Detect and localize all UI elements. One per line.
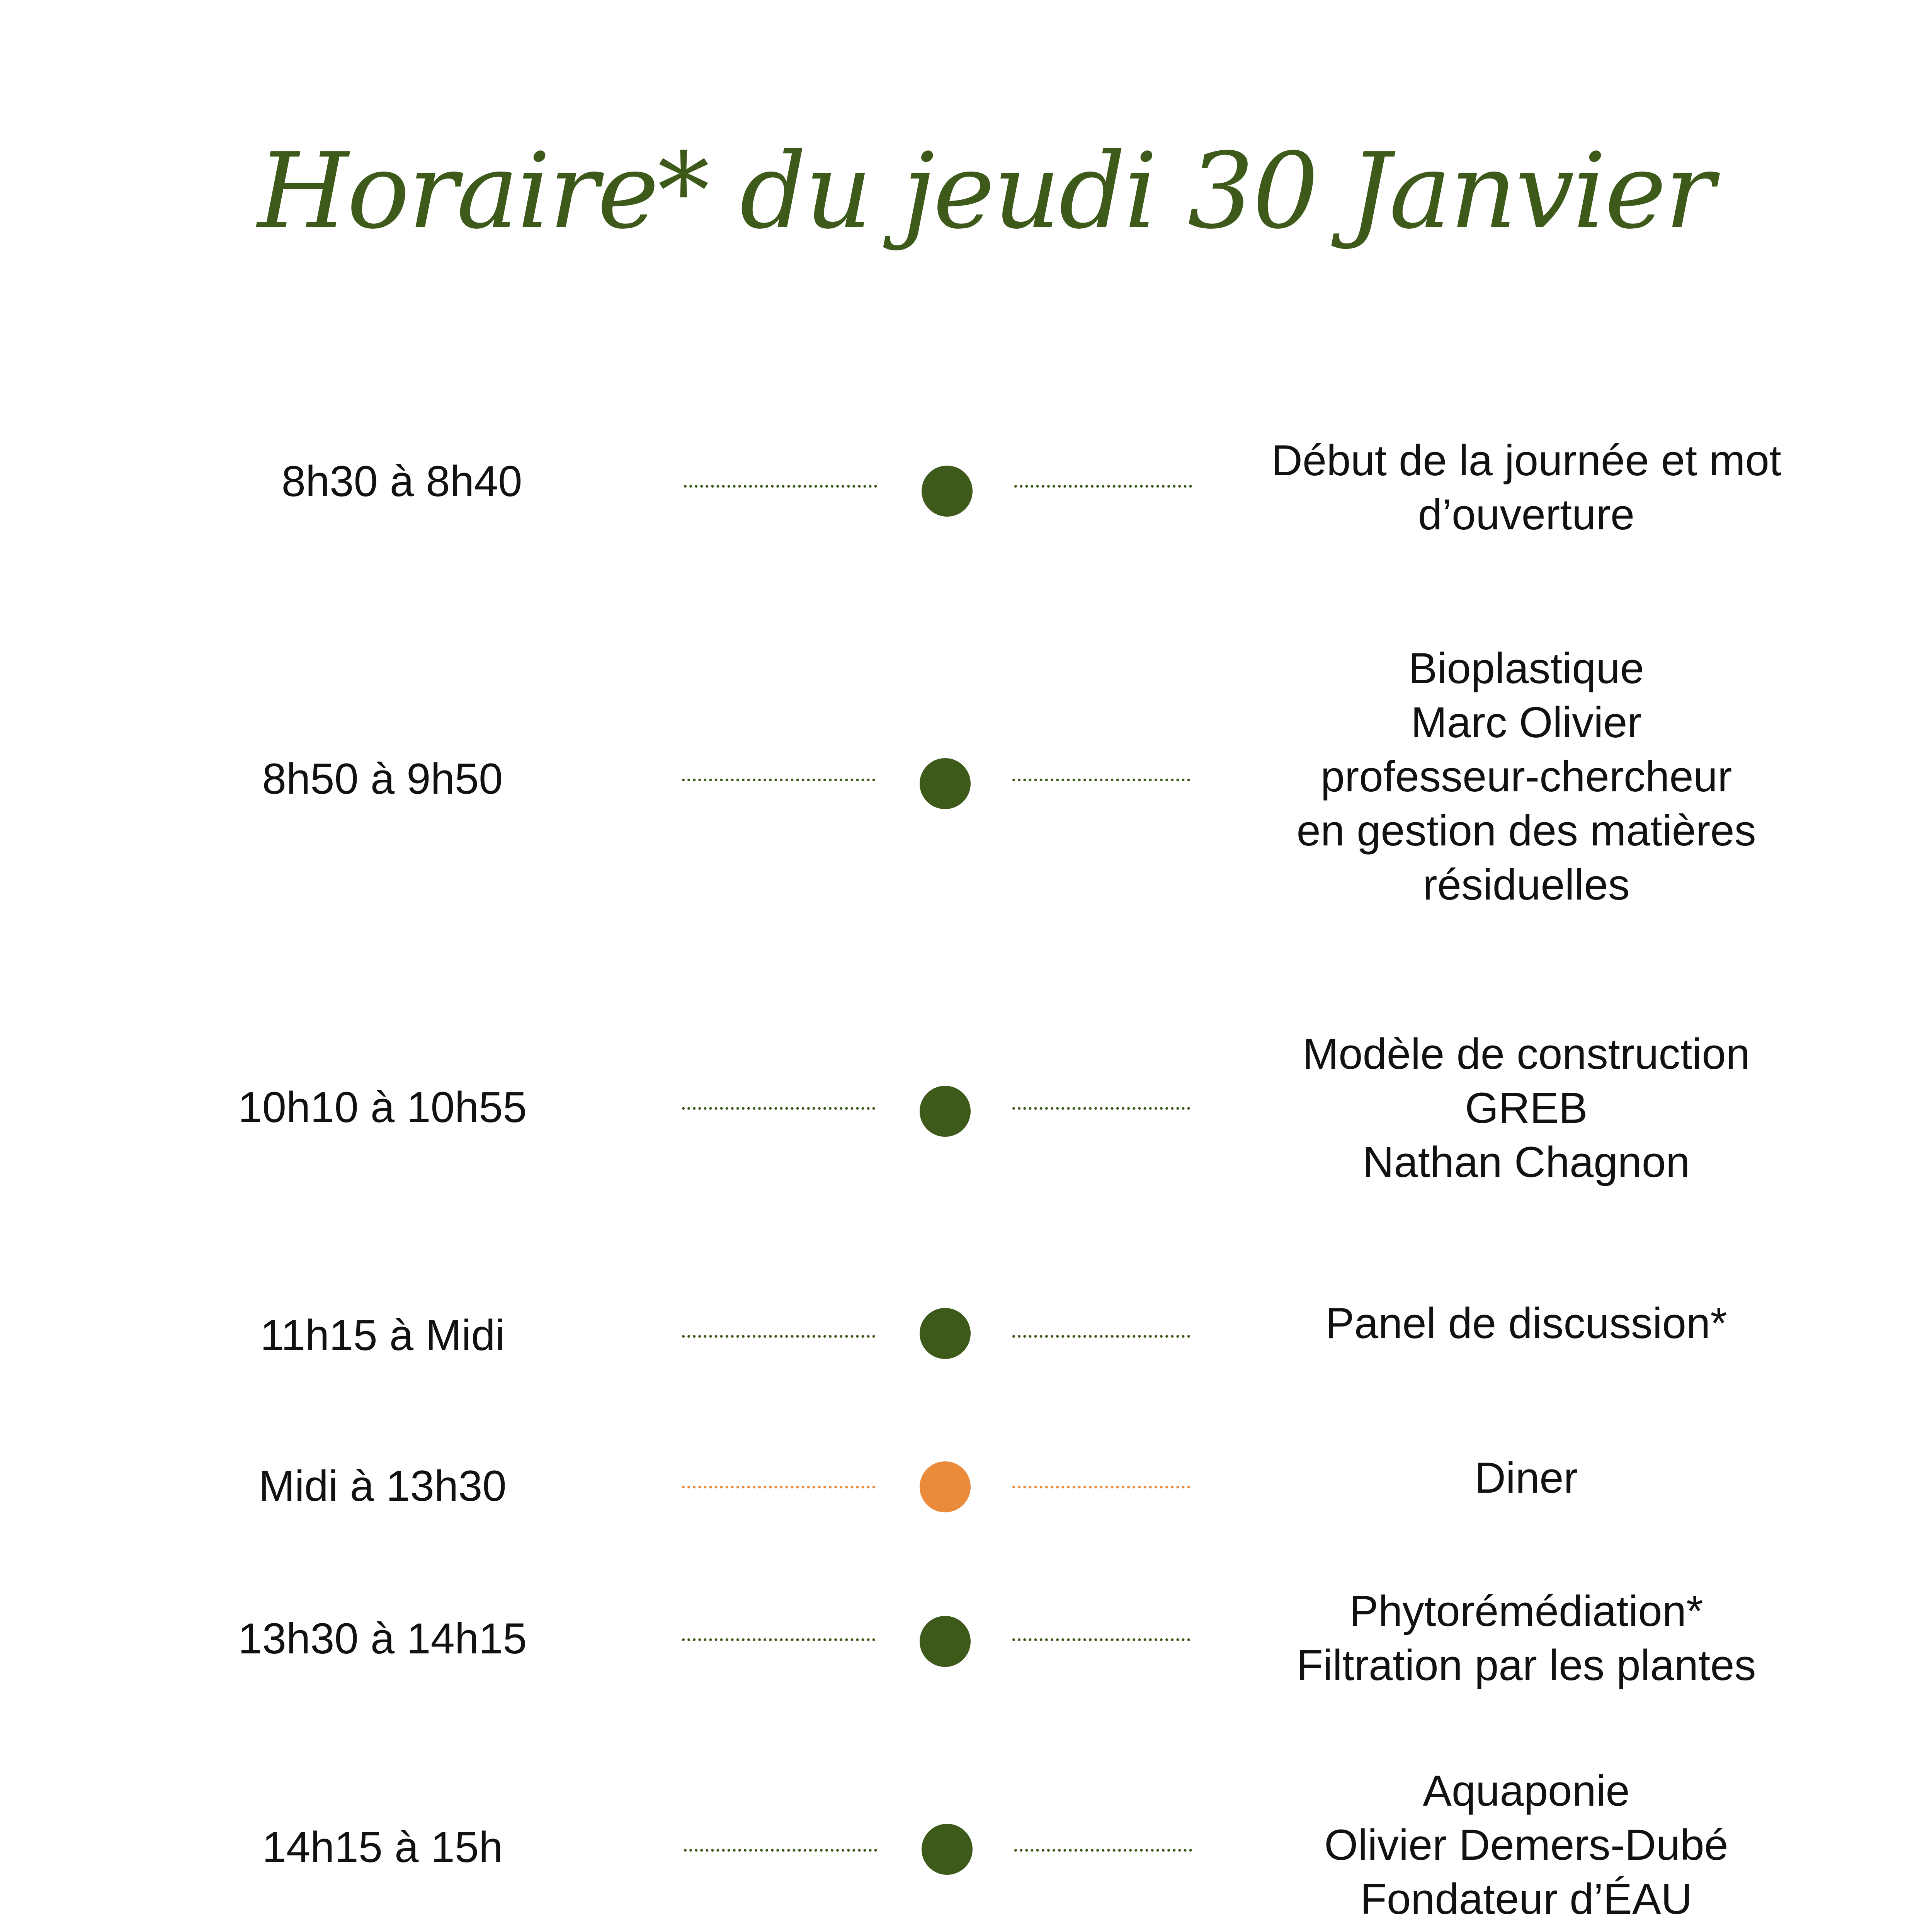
schedule-description (1236, 1027, 1816, 1189)
dotted-leader-right (1012, 1107, 1190, 1110)
description-line: GREB (1465, 1084, 1588, 1132)
schedule-time: Midi à 13h30 (259, 1462, 507, 1510)
dotted-leader-left (682, 1335, 875, 1338)
description-line: résiduelles (1423, 861, 1630, 909)
dotted-leader-right (1012, 1486, 1190, 1488)
description-line: professeur-chercheur (1320, 752, 1732, 801)
dotted-leader-left (684, 485, 877, 488)
dotted-leader-right (1014, 485, 1192, 488)
schedule-description (1236, 434, 1816, 542)
dotted-leader-left (682, 1638, 875, 1641)
description-line: Panel de discussion* (1325, 1299, 1727, 1347)
dotted-leader-right (1012, 779, 1190, 781)
description-line: Filtration par les plantes (1296, 1641, 1756, 1689)
description-line: Aquaponie (1423, 1767, 1630, 1815)
timeline-bullet (920, 758, 971, 809)
description-line: Phytorémédiation* (1349, 1587, 1703, 1635)
dotted-leader-left (682, 1107, 875, 1110)
dotted-leader-right (1014, 1849, 1192, 1852)
timeline-bullet (922, 466, 973, 517)
description-line: d’ouverture (1418, 490, 1635, 539)
dotted-leader-left (682, 779, 875, 781)
schedule-description (1236, 1764, 1816, 1926)
schedule-time: 13h30 à 14h15 (238, 1614, 527, 1663)
schedule-description (1236, 1451, 1816, 1505)
schedule-time: 8h50 à 9h50 (262, 755, 503, 803)
schedule-time: 8h30 à 8h40 (281, 457, 522, 505)
dotted-leader-left (682, 1486, 875, 1488)
timeline-bullet (922, 1824, 973, 1875)
description-line: Fondateur d’ÉAU (1360, 1875, 1692, 1923)
schedule-description (1236, 641, 1816, 912)
description-line: Diner (1475, 1454, 1578, 1502)
description-line: Bioplastique (1408, 644, 1645, 692)
description-line: Olivier Demers-Dubé (1324, 1821, 1728, 1869)
dotted-leader-right (1012, 1335, 1190, 1338)
timeline-bullet (920, 1616, 971, 1667)
schedule-time: 10h10 à 10h55 (238, 1083, 527, 1131)
description-line: Marc Olivier (1411, 698, 1642, 747)
schedule-time: 14h15 à 15h (262, 1823, 503, 1871)
dotted-leader-right (1012, 1638, 1190, 1641)
timeline-bullet (920, 1308, 971, 1359)
schedule-time: 11h15 à Midi (260, 1311, 505, 1359)
schedule-description (1236, 1584, 1816, 1692)
description-line: Modèle de construction (1302, 1030, 1750, 1078)
dotted-leader-left (684, 1849, 877, 1852)
description-line: Nathan Chagnon (1362, 1138, 1690, 1186)
page-title: Horaire* du jeudi 30 Janvier (257, 130, 1713, 252)
timeline-bullet (920, 1461, 971, 1512)
schedule-description (1236, 1296, 1816, 1350)
description-line: en gestion des matières (1296, 806, 1756, 855)
description-line: Début de la journée et mot (1271, 436, 1781, 485)
timeline-bullet (920, 1086, 971, 1137)
